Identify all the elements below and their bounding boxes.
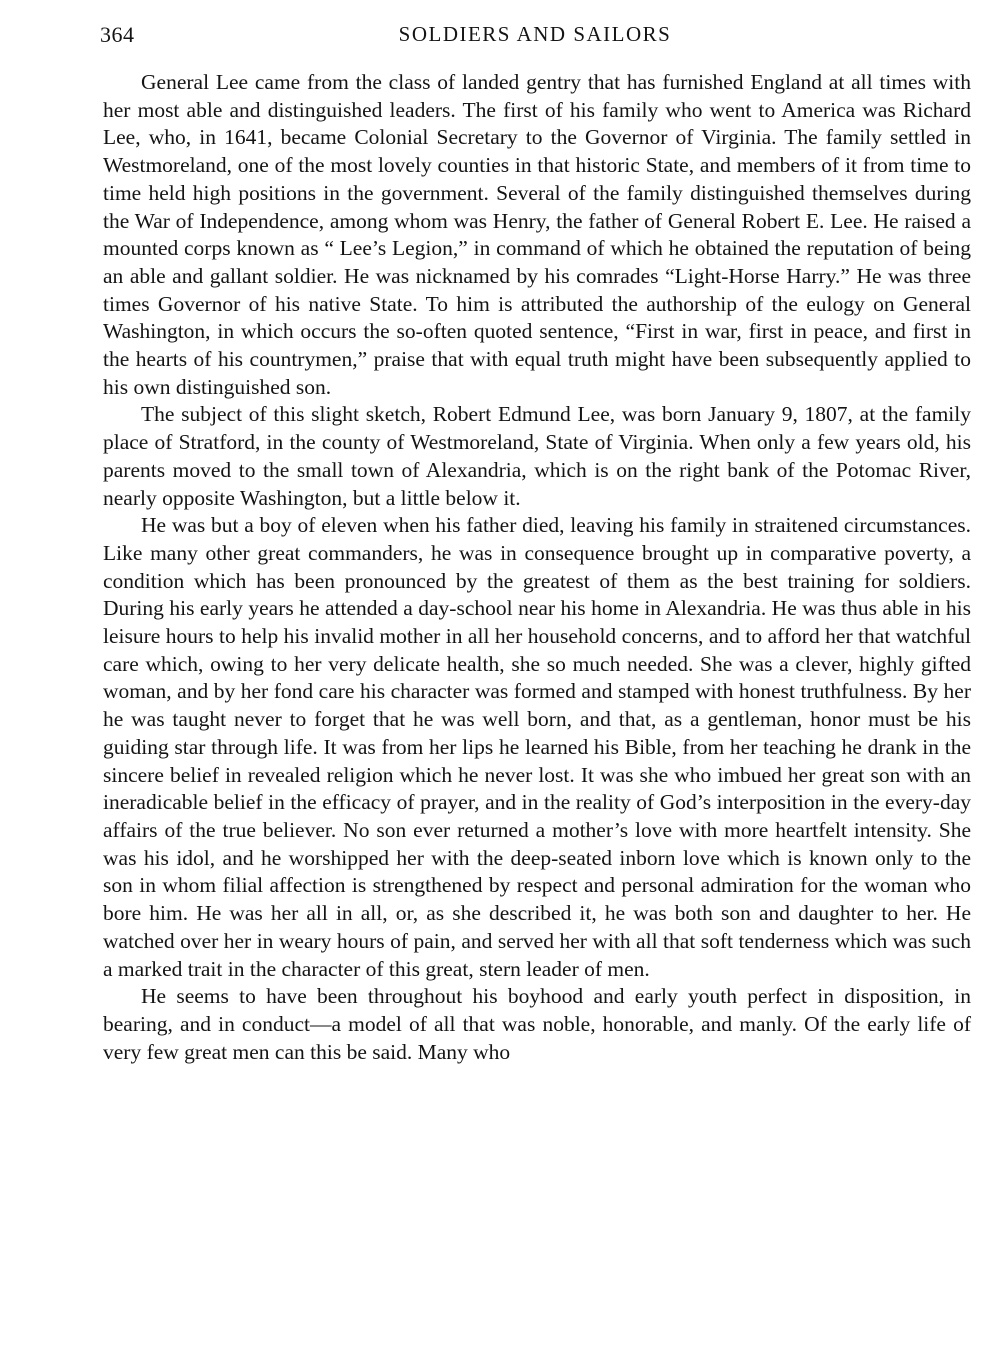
body-text (103, 69, 971, 1066)
running-title: SOLDIERS AND SAILORS (398, 22, 672, 46)
paragraph-lee-family: General Lee came from the class of landed gentry that has furnished England at all times with her most able and distinguished leaders. The first of his family who went to America was Richard Lee, who, in 1641, became Colonial Secretary to the Governor of Virginia. The family settled in Westmoreland, one of the most lovely counties in that historic State, and members of it from time to time held high positions in the government. Several of the family distinguished themselves during the War of Independence, among whom was Henry, the father of General Robert E. Lee. He raised a mounted corps known as “ Lee’s Legion,” in command of which he obtained the reputation of being an able and gallant soldier. He was nicknamed by his comrades “Light-Horse Harry.” He was three times Governor of his native State. To him is attributed the authorship of the eulogy on General Washington, in which occurs the so-often quoted sentence, “First in war, first in peace, and first in the hearts of his countrymen,” praise that with equal truth might have been subsequently applied to his own distinguished son. (103, 70, 971, 399)
paragraph-youth: He seems to have been throughout his boyhood and early youth perfect in disposition, in bearing, and in conduct—a model of all that was noble, honorable, and manly. Of the early life of very few great men can this be said. Many who (103, 984, 971, 1064)
page-number: 364 (100, 22, 135, 47)
running-head (100, 22, 970, 56)
paragraph-birth: The subject of this slight sketch, Robert Edmund Lee, was born January 9, 1807, at the family place of Stratford, in the county of Westmoreland, State of Virginia. When only a few years old, his parents moved to the small town of Alexandria, which is on the right bank of the Potomac River, nearly opposite Washington, but a little below it. (103, 402, 971, 510)
paragraph-childhood: He was but a boy of eleven when his father died, leaving his family in straitened circumstances. Like many other great commanders, he was in consequence brought up in comparative poverty, a condition which has been pronounced by the greatest of them as the best training for soldiers. During his early years he attended a day-school near his home in Alexandria. He was thus able in his leisure hours to help his invalid mother in all her household concerns, and to afford her that watchful care which, owing to her very delicate health, she so much needed. She was a clever, highly gifted woman, and by her fond care his character was formed and stamped with honest truthfulness. By her he was taught never to forget that he was well born, and that, as a gentleman, honor must be his guiding star through life. It was from her lips he learned his Bible, from her teaching he drank in the sincere belief in revealed religion which he never lost. It was she who imbued her great son with an ineradicable belief in the efficacy of prayer, and in the reality of God’s interposition in the every-day affairs of the true believer. No son ever returned a mother’s love with more heartfelt intensity. She was his idol, and he worshipped her with the deep-seated inborn love which is known only to the son in whom filial affection is strengthened by respect and personal admiration for the woman who bore him. He was her all in all, or, as she described it, he was both son and daughter to her. He watched over her in weary hours of pain, and served her with all that soft tenderness which was such a marked trait in the character of this great, stern leader of men. (103, 513, 971, 981)
